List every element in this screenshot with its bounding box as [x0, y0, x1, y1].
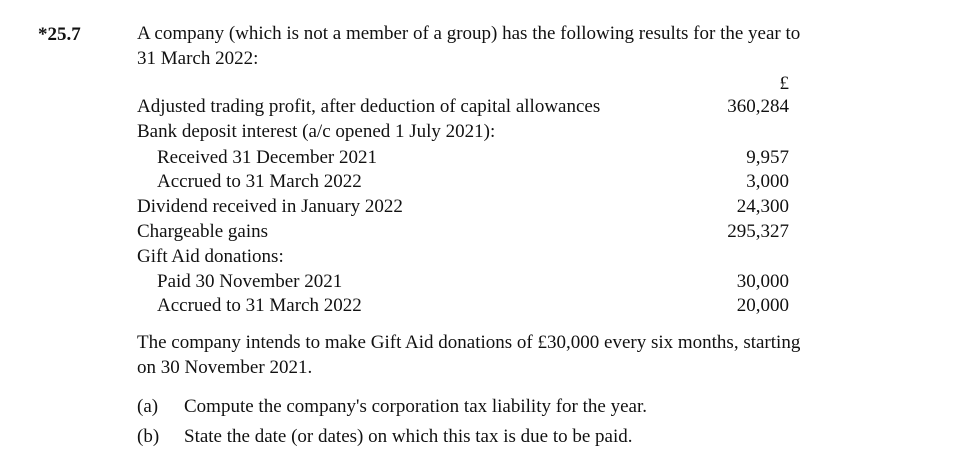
table-row-amount: 9,957: [746, 147, 789, 168]
note-line-2: on 30 November 2021.: [137, 357, 313, 378]
part-a-text: Compute the company's corporation tax liability for the year.: [184, 396, 647, 417]
table-row-amount: 30,000: [736, 271, 789, 292]
question-number: *25.7: [38, 24, 81, 45]
part-a-letter: (a): [137, 396, 159, 417]
table-row-label: Accrued to 31 March 2022: [157, 171, 362, 192]
intro-text-line-1: A company (which is not a member of a group) has the following results for the year to: [137, 23, 801, 44]
table-row-label: Dividend received in January 2022: [137, 196, 403, 217]
part-b-text: State the date (or dates) on which this tax is due to be paid.: [184, 426, 633, 447]
table-row-amount: 295,327: [727, 221, 789, 242]
part-b-letter: (b): [137, 426, 160, 447]
currency-header: £: [779, 73, 789, 94]
table-row-label: Bank deposit interest (a/c opened 1 July 2021):: [137, 121, 496, 142]
table-row-amount: 24,300: [736, 196, 789, 217]
table-row-label: Received 31 December 2021: [157, 147, 377, 168]
note-line-1: The company intends to make Gift Aid donations of £30,000 every six months, starting: [137, 332, 801, 353]
table-row-amount: 360,284: [727, 96, 789, 117]
table-row-label: Accrued to 31 March 2022: [157, 295, 362, 316]
intro-text-line-2: 31 March 2022:: [137, 48, 259, 69]
table-row-label: Chargeable gains: [137, 221, 269, 242]
table-row-label: Paid 30 November 2021: [157, 271, 343, 292]
table-row-amount: 20,000: [736, 295, 789, 316]
table-row-label: Adjusted trading profit, after deduction of capital allowances: [137, 96, 601, 117]
table-row-label: Gift Aid donations:: [137, 246, 284, 267]
table-row-amount: 3,000: [746, 171, 789, 192]
